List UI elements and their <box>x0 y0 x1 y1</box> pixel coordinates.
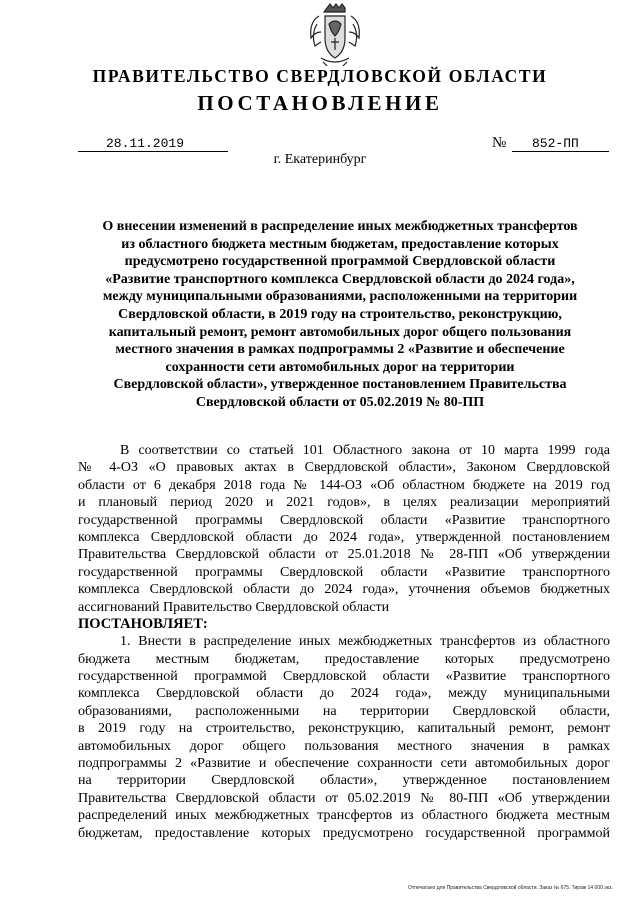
item1-line: автомобильных дорог общего пользования местного значения в рамках <box>78 738 610 754</box>
document-date: 28.11.2019 <box>78 136 228 152</box>
title-line: О внесении изменений в распределение иных межбюджетных трансфертов <box>102 219 578 234</box>
resolve-heading: ПОСТАНОВЛЯЕТ: <box>78 615 208 632</box>
city: г. Екатеринбург <box>273 152 367 167</box>
item1-line: бюджета местным бюджетам, предоставление которых предусмотрено <box>78 651 610 667</box>
item1-line: в 2019 году на строительство, реконструкцию, капитальный ремонт, ремонт <box>78 721 610 737</box>
preamble-line: В соответствии со статьей 101 Областного закона от 10 марта 1999 года <box>120 443 610 458</box>
item1-line: подпрограммы 2 «Развитие и обеспечение сохранности сети автомобильных дорог <box>78 756 610 772</box>
item1-line: 1. Внести в распределение иных межбюджетных трансфертов из областного <box>120 634 610 650</box>
government-name: ПРАВИТЕЛЬСТВО СВЕРДЛОВСКОЙ ОБЛАСТИ <box>92 66 548 86</box>
item1-line: государственной программой Свердловской области «Развитие транспортного <box>78 669 610 685</box>
item1-line: на территории Свердловской области», утвержденное постановлением <box>78 773 610 789</box>
item1-line: образованиями, расположенными на территории Свердловской области, <box>78 703 610 719</box>
title-line: между муниципальными образованиями, расположенными на территории <box>102 289 578 305</box>
preamble-line: области от 6 декабря 2018 года № 144-ОЗ «Об областном бюджете на 2019 год <box>78 477 610 493</box>
title-line: из областного бюджета местным бюджетам, предоставление которых <box>121 236 559 252</box>
preamble-line: Правительства Свердловской области от 25.01.2018 № 28-ПП «Об утверждении <box>78 547 610 563</box>
preamble-line: ассигнований Правительство Свердловской области <box>78 599 390 615</box>
title-line: предусмотрено государственной программой Свердловской области <box>124 254 556 270</box>
title-line: капитальный ремонт, ремонт автомобильных дорог общего пользования <box>108 324 572 340</box>
document-number: 852-ПП <box>512 136 609 152</box>
item1-line: Правительства Свердловской области от 05.02.2019 № 80-ПП «Об утверждении <box>78 790 610 806</box>
number-sign: № <box>492 135 507 151</box>
preamble-line: № 4-ОЗ «О правовых актах в Свердловской области», Законом Свердловской <box>78 460 610 476</box>
preamble-line: государственной программы Свердловской области «Развитие транспортного <box>78 512 610 528</box>
document-type: ПОСТАНОВЛЕНИЕ <box>197 91 443 115</box>
preamble-line: государственной программы Свердловской области «Развитие транспортного <box>78 564 610 580</box>
document-body <box>78 442 610 842</box>
title-line: сохранности сети автомобильных дорог на территории <box>165 359 515 375</box>
preamble-line: комплекса Свердловской области до 2024 года», утвержденной постановлением <box>78 529 610 545</box>
title-line: местного значения в рамках подпрограммы 2 «Развитие и обеспечение <box>115 342 565 358</box>
title-line: Свердловской области», утвержденное постановлением Правительства <box>113 377 567 393</box>
preamble-line: и плановый период 2020 и 2021 годов», в целях реализации мероприятий <box>78 495 610 511</box>
title-line: Свердловской области, в 2019 году на строительство, реконструкцию, <box>118 306 562 322</box>
document-title <box>70 218 610 412</box>
print-footer: Отпечатано для Правительства Свердловской области. Заказ № 675. Тираж 14 000 экз. <box>408 885 613 891</box>
coat-of-arms-icon <box>305 2 365 68</box>
preamble-line: комплекса Свердловской области до 2024 года», уточнения объемов бюджетных <box>78 582 610 598</box>
title-line: «Развитие транспортного комплекса Свердловской области до 2024 года», <box>105 271 575 287</box>
item1-line: комплекса Свердловской области до 2024 года», между муниципальными <box>78 686 610 702</box>
item1-line: бюджетам, предоставление которых предусмотрено государственной программой <box>78 825 610 841</box>
title-line: Свердловской области от 05.02.2019 № 80-ПП <box>195 394 485 410</box>
item1-line: распределений иных межбюджетных трансфертов из областного бюджета местным <box>78 808 610 824</box>
